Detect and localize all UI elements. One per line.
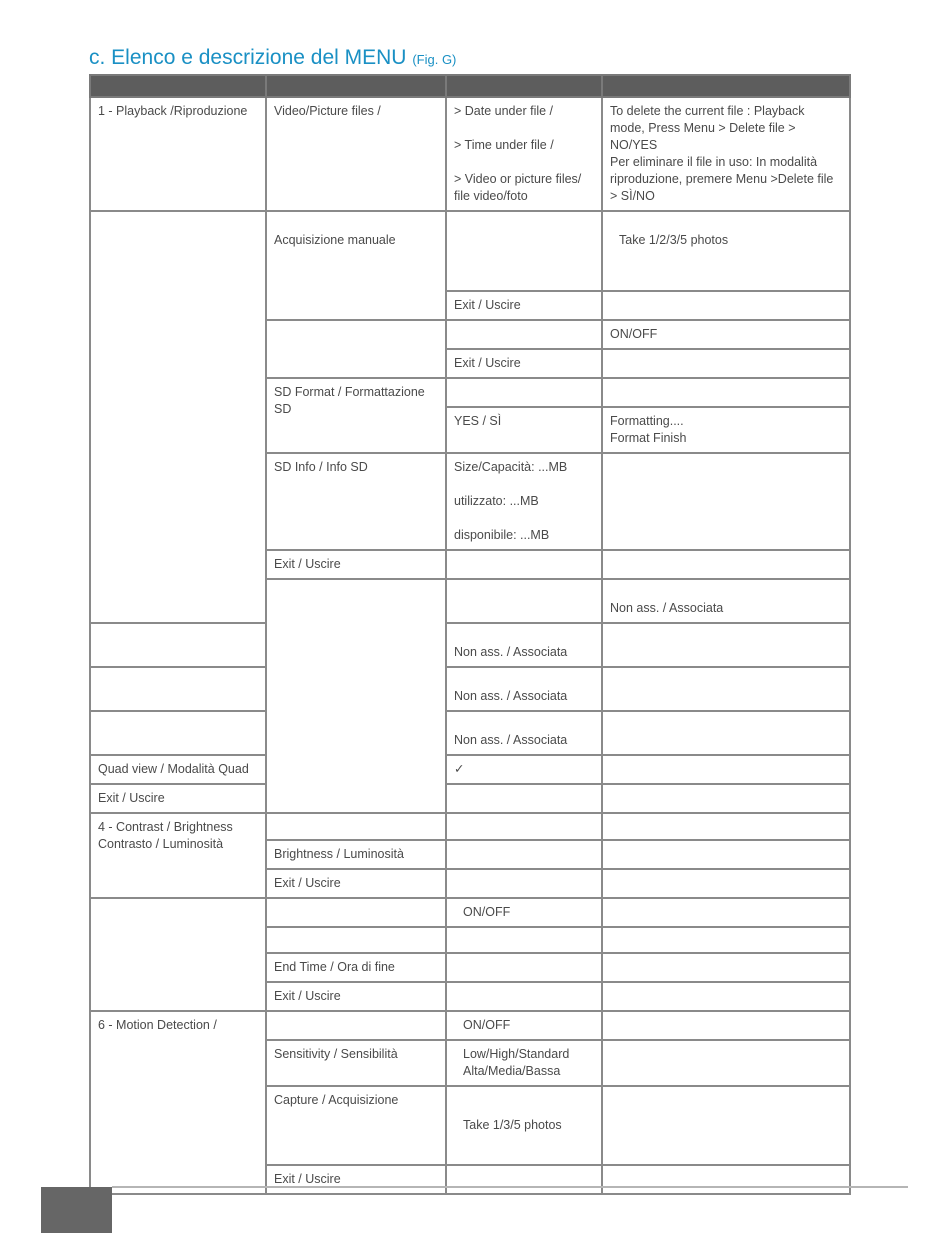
contrast-exit: Exit / Uscire bbox=[266, 869, 446, 898]
capture-item: Capture / Acquisizione bbox=[266, 1086, 446, 1165]
check-icon: ✓ bbox=[446, 755, 602, 784]
pair-status: Non ass. / Associata bbox=[446, 667, 602, 711]
empty-cell bbox=[602, 349, 850, 378]
motion-toggle: ON/OFF bbox=[446, 1011, 602, 1040]
empty-cell bbox=[602, 550, 850, 579]
sd-size: Size/Capacità: ...MB bbox=[454, 460, 568, 474]
capture-take: Take 1/2/3/5 photos bbox=[602, 211, 850, 291]
format-finish-text: Format Finish bbox=[610, 431, 687, 445]
sd-info: SD Info / Info SD bbox=[266, 453, 446, 550]
table-row bbox=[90, 813, 850, 840]
empty-cell bbox=[446, 813, 602, 840]
table-row bbox=[90, 211, 850, 291]
empty-cell bbox=[602, 869, 850, 898]
empty-cell bbox=[602, 1086, 850, 1165]
header-cell bbox=[446, 75, 602, 97]
option-date: > Date under file / bbox=[454, 104, 554, 118]
table-row bbox=[90, 711, 850, 755]
sensitivity-levels bbox=[446, 1040, 602, 1086]
sd-info-values bbox=[446, 453, 602, 550]
table-row bbox=[90, 97, 850, 211]
empty-cell bbox=[602, 667, 850, 711]
empty-cell bbox=[602, 813, 850, 840]
motion-exit: Exit / Uscire bbox=[266, 1165, 446, 1194]
option-video: > Video or picture files/ file video/foto bbox=[454, 172, 582, 203]
empty-cell bbox=[446, 927, 602, 953]
schedule-exit: Exit / Uscire bbox=[266, 982, 446, 1011]
brightness-item: Brightness / Luminosità bbox=[266, 840, 446, 869]
pair-status: Non ass. / Associata bbox=[446, 623, 602, 667]
empty-cell bbox=[602, 1040, 850, 1086]
empty-cell bbox=[446, 378, 602, 407]
empty-cell bbox=[602, 453, 850, 550]
header-cell bbox=[90, 75, 266, 97]
empty-cell bbox=[602, 784, 850, 813]
levels-en: Low/High/Standard bbox=[463, 1047, 570, 1061]
toggle-exit: Exit / Uscire bbox=[446, 349, 602, 378]
empty-cell bbox=[602, 378, 850, 407]
empty-cell bbox=[446, 784, 602, 813]
empty-cell bbox=[446, 550, 602, 579]
footer-divider bbox=[112, 1186, 908, 1188]
playback-files: Video/Picture files / bbox=[266, 97, 446, 211]
capture-exit: Exit / Uscire bbox=[446, 291, 602, 320]
menu-group-cell bbox=[90, 211, 266, 623]
empty-cell bbox=[446, 953, 602, 982]
empty-cell bbox=[602, 711, 850, 755]
sd-used: utilizzato: ...MB bbox=[454, 494, 539, 508]
header-cell bbox=[266, 75, 446, 97]
empty-cell bbox=[602, 982, 850, 1011]
menu-group-cell bbox=[266, 579, 446, 813]
empty-cell bbox=[266, 898, 446, 927]
table-row bbox=[90, 1011, 850, 1040]
sd-format-result bbox=[602, 407, 850, 453]
delete-instructions: To delete the current file : Playback mode, Press Menu > Delete file > NO/YES bbox=[610, 104, 805, 152]
empty-cell bbox=[446, 579, 602, 623]
empty-cell bbox=[90, 711, 266, 755]
menu-table bbox=[89, 74, 851, 1195]
sd-format-yes: YES / SÌ bbox=[446, 407, 602, 453]
menu-contrast: 4 - Contrast / Brightness Contrasto / Luminosità bbox=[90, 813, 266, 898]
empty-cell bbox=[602, 927, 850, 953]
empty-cell bbox=[446, 211, 602, 291]
table-header-row bbox=[90, 75, 850, 97]
table-row bbox=[90, 784, 850, 813]
formatting-text: Formatting.... bbox=[610, 414, 684, 428]
sd-format: SD Format / Formattazione SD bbox=[266, 378, 446, 453]
title-text: c. Elenco e descrizione del MENU bbox=[89, 46, 407, 69]
empty-cell bbox=[602, 623, 850, 667]
pair-status: Non ass. / Associata bbox=[446, 711, 602, 755]
capture-manual: Acquisizione manuale bbox=[266, 211, 446, 320]
empty-cell bbox=[602, 1165, 850, 1194]
empty-cell bbox=[446, 1165, 602, 1194]
option-time: > Time under file / bbox=[454, 138, 554, 152]
delete-instructions-it: Per eliminare il file in uso: In modalità riproduzione, premere Menu >Delete file > SÌ/NO bbox=[610, 155, 834, 203]
schedule-toggle: ON/OFF bbox=[446, 898, 602, 927]
empty-cell bbox=[602, 755, 850, 784]
empty-cell bbox=[266, 320, 446, 378]
levels-it: Alta/Media/Bassa bbox=[463, 1064, 561, 1078]
toggle-value: ON/OFF bbox=[602, 320, 850, 349]
pair-status: Non ass. / Associata bbox=[602, 579, 850, 623]
table-row bbox=[90, 623, 850, 667]
empty-cell bbox=[602, 898, 850, 927]
empty-cell bbox=[90, 667, 266, 711]
quad-view: Quad view / Modalità Quad bbox=[90, 755, 266, 784]
pairing-exit: Exit / Uscire bbox=[90, 784, 266, 813]
motion-take: Take 1/3/5 photos bbox=[446, 1086, 602, 1165]
sd-exit: Exit / Uscire bbox=[266, 550, 446, 579]
menu-playback: 1 - Playback /Riproduzione bbox=[90, 97, 266, 211]
empty-cell bbox=[602, 1011, 850, 1040]
sd-free: disponibile: ...MB bbox=[454, 528, 550, 542]
page-title bbox=[89, 46, 456, 70]
empty-cell bbox=[602, 953, 850, 982]
empty-cell bbox=[446, 982, 602, 1011]
header-cell bbox=[602, 75, 850, 97]
table-row bbox=[90, 755, 850, 784]
empty-cell bbox=[602, 840, 850, 869]
page-number-block bbox=[41, 1187, 112, 1233]
empty-cell bbox=[266, 1011, 446, 1040]
empty-cell bbox=[266, 927, 446, 953]
empty-cell bbox=[446, 869, 602, 898]
end-time: End Time / Ora di fine bbox=[266, 953, 446, 982]
table-row bbox=[90, 667, 850, 711]
menu-motion: 6 - Motion Detection / bbox=[90, 1011, 266, 1194]
empty-cell bbox=[446, 840, 602, 869]
empty-cell bbox=[602, 291, 850, 320]
sensitivity-item: Sensitivity / Sensibilità bbox=[266, 1040, 446, 1086]
empty-cell bbox=[90, 623, 266, 667]
table-row bbox=[90, 898, 850, 927]
empty-cell bbox=[266, 813, 446, 840]
empty-cell bbox=[446, 320, 602, 349]
menu-group-cell bbox=[90, 898, 266, 1011]
playback-options bbox=[446, 97, 602, 211]
playback-description bbox=[602, 97, 850, 211]
figure-reference: (Fig. G) bbox=[412, 52, 457, 67]
